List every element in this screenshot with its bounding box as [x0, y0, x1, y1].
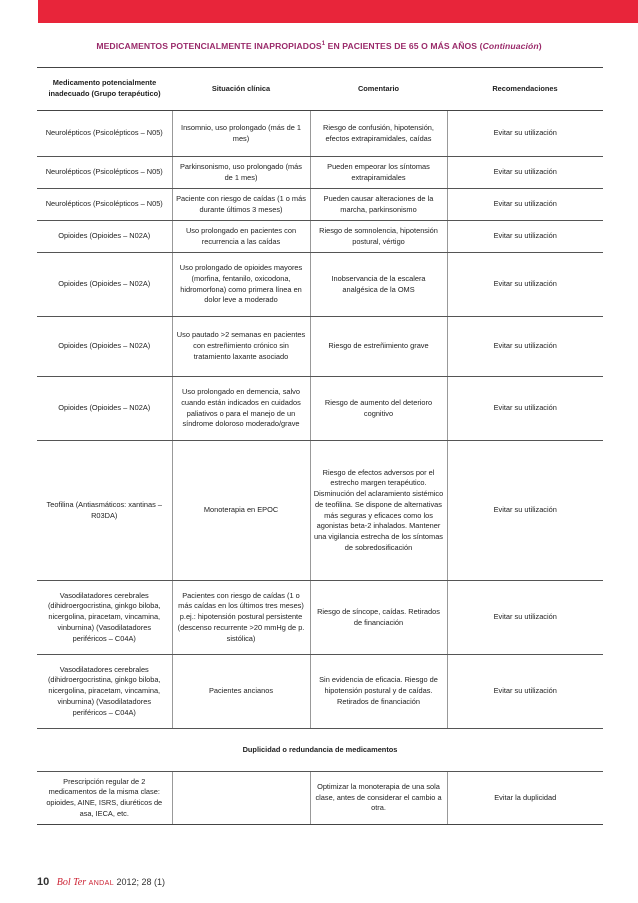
table-cell: Uso prolongado en demencia, salvo cuando están indicados en cuidados paliativos o para el manejo de un síndrome doloroso moderado/grave — [172, 377, 310, 441]
table-cell: Evitar su utilización — [447, 377, 603, 441]
table-cell: Uso pautado >2 semanas en pacientes con estreñimiento crónico sin tratamiento laxante asociado — [172, 317, 310, 377]
table-cell: Evitar su utilización — [447, 189, 603, 221]
table-cell: Optimizar la monoterapia de una sola clase, antes de considerar el cambio a otra. — [310, 772, 447, 825]
table-row — [37, 221, 603, 253]
page-footer — [37, 876, 165, 888]
table-row — [37, 111, 603, 157]
table-row — [37, 189, 603, 221]
table-cell: Pueden empeorar los síntomas extrapiramidales — [310, 157, 447, 189]
table-row — [37, 655, 603, 729]
table-cell: Evitar su utilización — [447, 221, 603, 253]
medication-table — [37, 67, 603, 825]
table-cell: Insomnio, uso prolongado (más de 1 mes) — [172, 111, 310, 157]
table-row — [37, 317, 603, 377]
table-cell: Sin evidencia de eficacia. Riesgo de hipotensión postural y de caídas. Retirados de financiación — [310, 655, 447, 729]
table-header-row — [37, 68, 603, 111]
top-bar-white-tab — [0, 0, 38, 23]
table-cell: Uso prolongado en pacientes con recurrencia a las caídas — [172, 221, 310, 253]
table-cell: Evitar su utilización — [447, 111, 603, 157]
table-row — [37, 772, 603, 825]
table-cell: Neurolépticos (Psicolépticos – N05) — [37, 111, 172, 157]
top-color-bar — [0, 0, 638, 23]
table-cell: Evitar su utilización — [447, 317, 603, 377]
table-cell: Monoterapia en EPOC — [172, 441, 310, 581]
table-row — [37, 157, 603, 189]
table-cell: Pacientes ancianos — [172, 655, 310, 729]
table-cell: Evitar su utilización — [447, 655, 603, 729]
table-cell: Evitar la duplicidad — [447, 772, 603, 825]
column-header: Comentario — [310, 68, 447, 111]
table-cell: Paciente con riesgo de caídas (1 o más durante últimos 3 meses) — [172, 189, 310, 221]
journal-logo-sub: ANDAL — [88, 880, 114, 887]
table-cell: Pueden causar alteraciones de la marcha, parkinsonismo — [310, 189, 447, 221]
table-cell: Neurolépticos (Psicolépticos – N05) — [37, 189, 172, 221]
table-cell: Evitar su utilización — [447, 253, 603, 317]
table-row — [37, 441, 603, 581]
page-number: 10 — [37, 876, 50, 888]
journal-issue: 2012; 28 (1) — [116, 877, 166, 887]
table-cell: Teofilina (Antiasmáticos: xantinas – R03DA) — [37, 441, 172, 581]
table-cell: Inobservancia de la escalera analgésica de la OMS — [310, 253, 447, 317]
table-row — [37, 581, 603, 655]
table-cell: Pacientes con riesgo de caídas (1 o más caídas en los últimos tres meses) p.ej.: hipotensión postural persistente (descenso recurrente >20 mmHg de p. sistólica) — [172, 581, 310, 655]
table-row — [37, 253, 603, 317]
table-cell: Prescripción regular de 2 medicamentos de la misma clase: opioides, AINE, ISRS, diuréticos de asa, IECA, etc. — [37, 772, 172, 825]
table-row — [37, 377, 603, 441]
column-header: Situación clínica — [172, 68, 310, 111]
table-cell: Uso prolongado de opioides mayores (morfina, fentanilo, oxicodona, hidromorfona) como primera línea en dolor leve a moderado — [172, 253, 310, 317]
table-cell: Riesgo de síncope, caídas. Retirados de financiación — [310, 581, 447, 655]
page-title: MEDICAMENTOS POTENCIALMENTE INAPROPIADOS$^1$ EN PACIENTES DE 65 O MÁS AÑOS (Continuación) — [96, 41, 542, 51]
table-cell: Evitar su utilización — [447, 157, 603, 189]
table-cell — [172, 772, 310, 825]
table-cell: Opioides (Opioides – N02A) — [37, 317, 172, 377]
table-cell: Opioides (Opioides – N02A) — [37, 253, 172, 317]
table-cell: Opioides (Opioides – N02A) — [37, 377, 172, 441]
table-cell: Riesgo de efectos adversos por el estrecho margen terapéutico. Disminución del aclaramiento sistémico de teofilina. Se dispone de alternativas más seguras y eficaces como los agonistas beta-2 inhalados. Mantener una vigilancia estrecha de los síntomas de sobredosificación — [310, 441, 447, 581]
section-label: Duplicidad o redundancia de medicamentos — [37, 729, 603, 772]
table-cell: Evitar su utilización — [447, 581, 603, 655]
column-header: Medicamento potencialmente inadecuado (Grupo terapéutico) — [37, 68, 172, 111]
table-cell: Parkinsonismo, uso prolongado (más de 1 mes) — [172, 157, 310, 189]
table-cell: Neurolépticos (Psicolépticos – N05) — [37, 157, 172, 189]
table-cell: Vasodilatadores cerebrales (dihidroergocristina, ginkgo biloba, nicergolina, piracetam, vincamina, vinburnina) (Vasodilatadores periféricos – C04A) — [37, 655, 172, 729]
table-cell: Riesgo de confusión, hipotensión, efectos extrapiramidales, caídas — [310, 111, 447, 157]
table-cell: Evitar su utilización — [447, 441, 603, 581]
table-cell: Riesgo de estreñimiento grave — [310, 317, 447, 377]
table-cell: Opioides (Opioides – N02A) — [37, 221, 172, 253]
journal-logo: Bol Ter — [56, 877, 87, 888]
column-header: Recomendaciones — [447, 68, 603, 111]
table-cell: Riesgo de somnolencia, hipotensión postural, vértigo — [310, 221, 447, 253]
section-row — [37, 729, 603, 772]
table-cell: Riesgo de aumento del deterioro cognitivo — [310, 377, 447, 441]
table-cell: Vasodilatadores cerebrales (dihidroergocristina, ginkgo biloba, nicergolina, piracetam, vincamina, vinburnina) (Vasodilatadores periféricos – C04A) — [37, 581, 172, 655]
